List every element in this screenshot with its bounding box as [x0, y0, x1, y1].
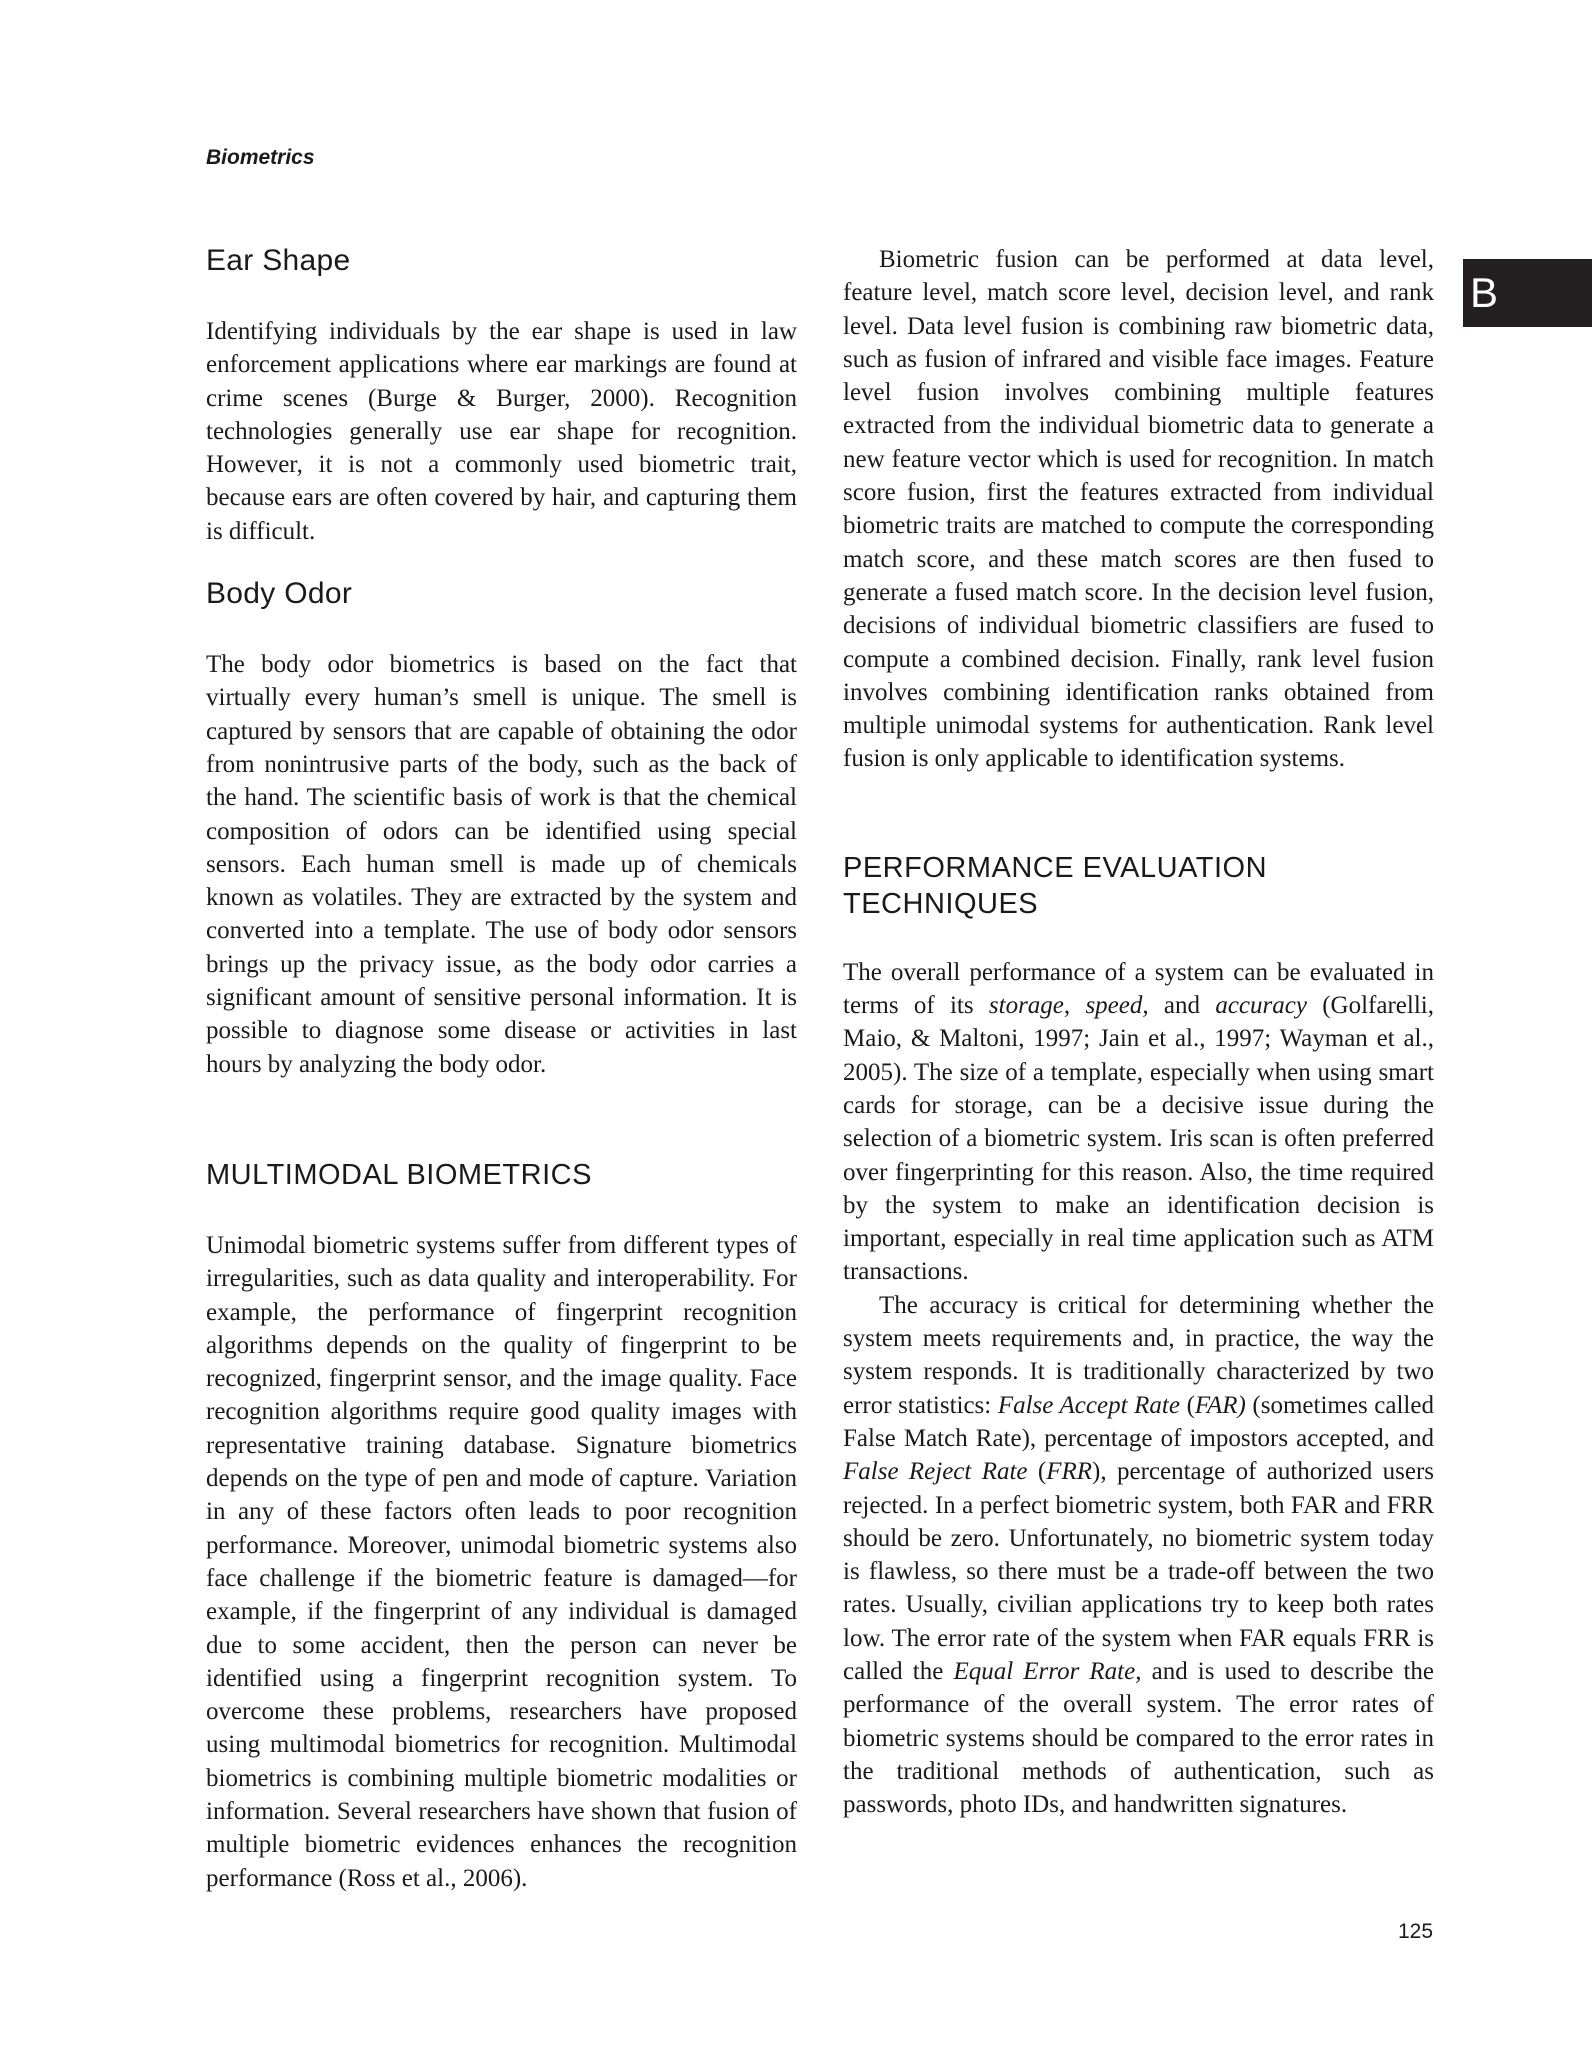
fusion-paragraph: Biometric fusion can be performed at data level, feature level, match score level, decision level, and rank level. Data level fusion is combining raw biometric data, such as fusion of infrared and visible face images. Feature level fusion involves combining multiple features extracted from the individual biometric data to generate a new feature vector which is used for recognition. In match score fusion, first the features extracted from individual biometric traits are matched to compute the corresponding match score, and these match scores are then fused to generate a fused match score. In the decision level fusion, decisions of individual biometric classifiers are fused to compute a combined decision. Finally, rank level fusion involves combining identification ranks obtained from multiple unimodal systems for authentication. Rank level fusion is only applicable to identification systems. [843, 246, 1434, 773]
term-accuracy: accuracy [1215, 992, 1307, 1020]
page-number: 125 [1398, 1920, 1434, 1943]
ear-shape-heading: Ear Shape [206, 244, 351, 277]
left-column [206, 243, 797, 1895]
body-odor-paragraph: The body odor biometrics is based on the fact that virtually every human’s smell is unique. The smell is captured by sensors that are capable of obtaining the odor from nonintrusive parts of the body, such as the back of the hand. The scientific basis of work is that the chemical composition of odors can be identified using special sensors. Each human smell is made up of chemicals known as volatiles. They are extracted by the system and converted into a template. The use of body odor sensors brings up the privacy issue, as the body odor carries a significant amount of sensitive personal information. It is possible to diagnose some disease or activities in last hours by analyzing the body odor. [206, 651, 797, 1078]
term-frr: FRR [1046, 1458, 1093, 1486]
term-storage: storage [988, 992, 1064, 1020]
performance-evaluation-heading [843, 850, 1434, 922]
performance-heading-line-2: TECHNIQUES [843, 887, 1039, 920]
multimodal-biometrics-heading: MULTIMODAL BIOMETRICS [206, 1158, 592, 1191]
ear-shape-paragraph: Identifying individuals by the ear shape is used in law enforcement applications where ear markings are found at crime scenes (Burge & Burger, 2000). Recognition technologies generally use ear shape for recognition. However, it is not a commonly used biometric trait, because ears are often covered by hair, and capturing them is difficult. [206, 318, 797, 545]
performance-paragraph-1: The overall performance of a system can be evaluated in terms of its storage, speed, and accuracy (Golfarelli, Maio, & Maltoni, 1997; Jain et al., 1997; Wayman et al., 2005). The size of a template, especially when using smart cards for storage, can be a decisive issue during the selection of a biometric system. Iris scan is often preferred over fingerprinting for this reason. Also, the time required by the system to make an identification decision is important, especially in real time application such as ATM transactions. [843, 958, 1434, 1286]
term-false-reject-rate: False Reject Rate [843, 1458, 1028, 1486]
section-thumb-tab: B [1463, 259, 1592, 327]
performance-paragraph-2: The accuracy is critical for determining whether the system meets requirements and, in practice, the way the system responds. It is traditionally characterized by two error statistics: False Accept Rate (FAR) (sometimes called False Match Rate), percentage of impostors accepted, and False Reject Rate (FRR), percentage of authorized users rejected. In a perfect biometric system, both FAR and FRR should be zero. Unfortunately, no biometric system today is flawless, so there must be a trade-off between the two rates. Usually, civilian applications try to keep both rates low. The error rate of the system when FAR equals FRR is called the Equal Error Rate, and is used to describe the performance of the overall system. The error rates of biometric systems should be compared to the error rates in the traditional methods of authentication, such as passwords, photo IDs, and handwritten signatures. [843, 1291, 1435, 1819]
performance-heading-line-1: PERFORMANCE EVALUATION [843, 851, 1268, 884]
multimodal-paragraph: Unimodal biometric systems suffer from different types of irregularities, such as data quality and interoperability. For example, the performance of fingerprint recognition algorithms depends on the quality of fingerprint to be recognized, fingerprint sensor, and the image quality. Face recognition algorithms require good quality images with representative training database. Signature biometrics depends on the type of pen and mode of capture. Variation in any of these factors often leads to poor recognition performance. Moreover, unimodal biometric systems also face challenge if the biometric feature is damaged—for example, if the fingerprint of any individual is damaged due to some accident, then the person can never be identified using a fingerprint recognition system. To overcome these problems, researchers have proposed using multimodal biometrics for recognition. Multimodal biometrics is combining multiple biometric modalities or information. Several researchers have shown that fusion of multiple biometric evidences enhances the recognition performance (Ross et al., 2006). [206, 1231, 797, 1892]
running-head: Biometrics [206, 146, 315, 169]
term-equal-error-rate: Equal Error Rate, [953, 1657, 1142, 1685]
body-odor-heading: Body Odor [206, 577, 353, 611]
term-far: FAR) [1194, 1391, 1246, 1419]
term-speed: speed, [1085, 992, 1149, 1020]
term-false-accept-rate: False Accept Rate [997, 1391, 1180, 1419]
right-column [843, 243, 1434, 1821]
